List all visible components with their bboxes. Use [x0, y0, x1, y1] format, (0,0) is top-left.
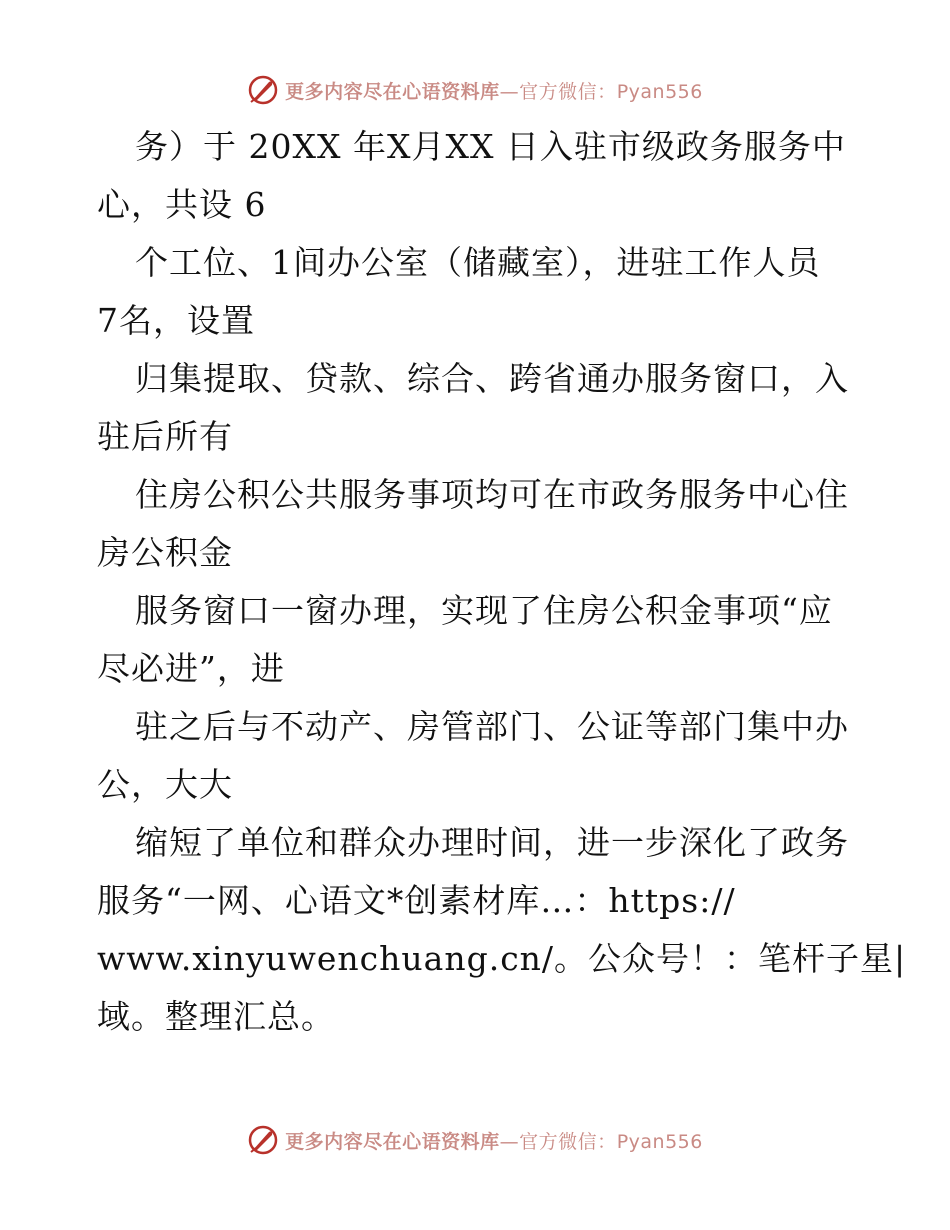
quill-logo-icon — [247, 74, 279, 106]
body-line: 服务窗口一窗办理，实现了住房公积金事项“应 — [135, 591, 833, 630]
body-line: 务）于 20XX 年X月XX 日入驻市级政务服务中 — [135, 127, 846, 166]
body-line: 个工位、1间办公室（储藏室），进驻工作人员 — [135, 243, 821, 282]
document-body — [97, 118, 907, 1046]
body-line: 驻之后与不动产、房管部门、公证等部门集中办 — [135, 707, 849, 746]
header-banner — [0, 70, 950, 110]
body-line: 心，共设 6 — [97, 185, 267, 224]
banner-wechat-id: Pyan556 — [616, 1130, 703, 1153]
footer-banner — [0, 1120, 950, 1160]
banner-dash: — — [499, 1130, 520, 1153]
body-line: 房公积金 — [97, 533, 233, 572]
body-line: 尽必进”，进 — [97, 649, 285, 688]
body-line: 归集提取、贷款、综合、跨省通办服务窗口，入 — [135, 359, 849, 398]
body-line: 缩短了单位和群众办理时间，进一步深化了政务 — [135, 823, 849, 862]
banner-wechat-id: Pyan556 — [616, 80, 703, 103]
body-line: 公，大大 — [97, 765, 233, 804]
body-line: 7名，设置 — [97, 301, 255, 340]
banner-wechat-label: 官方微信： — [519, 1130, 617, 1153]
banner-text — [285, 1127, 703, 1154]
body-line: www.xinyuwenchuang.cn/。公众号！：笔杆子星| — [97, 939, 907, 978]
banner-site-text: 更多内容尽在心语资料库 — [285, 80, 500, 103]
banner-text — [285, 77, 703, 104]
body-line: 住房公积公共服务事项均可在市政务服务中心住 — [135, 475, 849, 514]
quill-logo-icon — [247, 1124, 279, 1156]
banner-site-text: 更多内容尽在心语资料库 — [285, 1130, 500, 1153]
body-line: 域。整理汇总。 — [97, 997, 335, 1036]
body-line: 服务“一网、心语文*创素材库…：https:// — [97, 881, 736, 920]
banner-dash: — — [499, 80, 520, 103]
banner-wechat-label: 官方微信： — [519, 80, 617, 103]
body-line: 驻后所有 — [97, 417, 233, 456]
